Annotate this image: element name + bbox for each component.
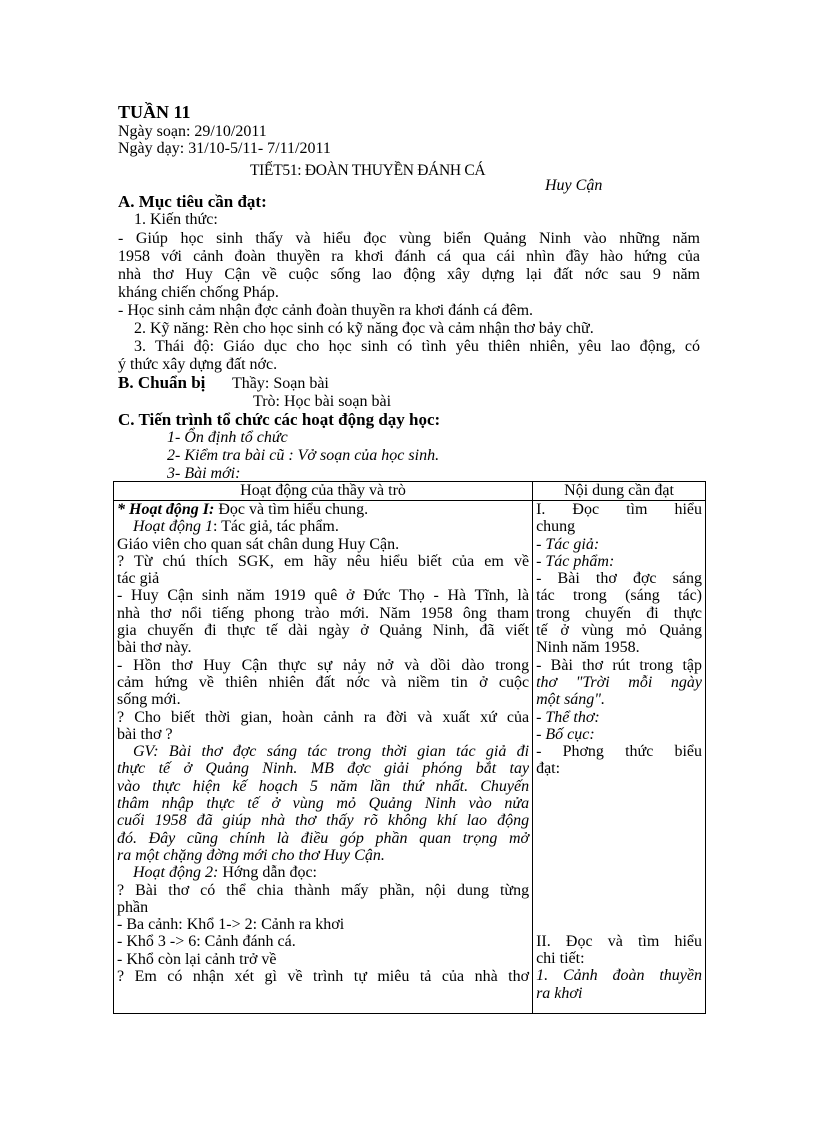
- text-line: phần: [117, 898, 149, 916]
- content-line: II. Đọc và tìm hiểu: [536, 932, 702, 950]
- sub-activity-2: [117, 864, 529, 881]
- attitude-line: ý thức xây dựng đất nớc.: [118, 356, 278, 373]
- gv-note-line: thực tế ở Quảng Ninh. MB đợc giải phóng bắt tay: [117, 760, 530, 778]
- sub-activity-2-text: Hớng dẫn đọc:: [218, 864, 317, 882]
- author-name: Huy Cận: [545, 177, 603, 194]
- text-line: nhà thơ nổi tiếng phong trào mới. Năm 1958 ông tham: [117, 604, 530, 622]
- content-line: đạt:: [536, 760, 561, 778]
- content-line: - Bố cục:: [536, 725, 595, 743]
- knowledge-line: 1958 với cảnh đoàn thuyền ra khơi đánh cá qua cái nhìn đầy hào hứng của: [118, 248, 700, 265]
- section-c-heading: C. Tiến trình tổ chức các hoạt động dạy học:: [118, 410, 441, 429]
- skill-line: 2. Kỹ năng: Rèn cho học sinh có kỹ năng đọc và cảm nhận thơ bảy chữ.: [134, 320, 594, 337]
- sub-activity-1-text: : Tác giả, tác phẩm.: [213, 518, 339, 536]
- section-a-heading: A. Mục tiêu cần đạt:: [118, 192, 267, 211]
- content-line: - Bài thơ đợc sáng: [536, 570, 702, 588]
- content-line: - Tác giả:: [536, 535, 600, 553]
- left-column-header: Hoạt động của thầy và trò: [114, 482, 533, 501]
- teacher-student-activities: [114, 501, 533, 1014]
- activity-1-text: Đọc và tìm hiểu chung.: [214, 501, 369, 518]
- step-item: 2- Kiểm tra bài cũ : Vở soạn của học sinh.: [167, 447, 440, 464]
- table-header-row: [114, 482, 706, 501]
- teacher-prep: Thầy: Soạn bài: [232, 375, 329, 392]
- content-line: I. Đọc tìm hiểu: [536, 501, 702, 518]
- content-line: ra khơi: [536, 984, 583, 1002]
- week-heading: TUẦN 11: [118, 102, 191, 122]
- spacer: [536, 778, 702, 933]
- text-line: bài thơ ?: [117, 725, 173, 743]
- teach-date: Ngày dạy: 31/10-5/11- 7/11/2011: [118, 140, 331, 157]
- text-line: tác giả: [117, 570, 160, 588]
- required-content: [533, 501, 706, 1014]
- knowledge-line: - Giúp học sinh thấy và hiểu đọc vùng biển Quảng Ninh vào những năm: [118, 230, 700, 247]
- text-line: Giáo viên cho quan sát chân dung Huy Cận.: [117, 535, 400, 553]
- lesson-table: [113, 481, 706, 1014]
- text-line: - Huy Cận sinh năm 1919 quê ở Đức Thọ - Hà Tĩnh, là: [117, 587, 530, 605]
- content-line: - Tác phẩm:: [536, 552, 615, 570]
- content-line: chi tiết:: [536, 950, 585, 968]
- content-line: - Thể thơ:: [536, 708, 600, 726]
- text-line: ? Từ chú thích SGK, em hãy nêu hiểu biết của em về: [117, 552, 530, 570]
- attitude-line: 3. Thái độ: Giáo dục cho học sinh có tình yêu thiên nhiên, yêu lao động, có: [134, 338, 700, 355]
- activity-1-heading: [117, 501, 529, 518]
- knowledge-line: kháng chiến chống Pháp.: [118, 284, 279, 301]
- text-line: cảm hứng về thiên nhiên đất nớc và niềm tin ở cuộc: [117, 673, 530, 691]
- content-line: - Phơng thức biểu: [536, 743, 702, 761]
- student-prep: Trò: Học bài soạn bài: [253, 393, 392, 410]
- step-item: 1- Ổn định tổ chức: [167, 429, 288, 446]
- text-line: bài thơ này.: [117, 639, 192, 657]
- text-line: - Khổ 3 -> 6: Cảnh đánh cá.: [117, 933, 296, 951]
- activity-1-label: * Hoạt động I:: [117, 501, 215, 518]
- lesson-title: TIẾT51: ĐOÀN THUYỀN ĐÁNH CÁ: [250, 162, 486, 179]
- text-line: - Hồn thơ Huy Cận thực sự nảy nở và dồi dào trong: [117, 656, 530, 674]
- sub-activity-1: [117, 518, 529, 535]
- gv-note-line: đó. Đây cũng chính là điều góp phần quan trọng mở: [117, 829, 530, 847]
- text-line: - Ba cảnh: Khổ 1-> 2: Cảnh ra khơi: [117, 916, 345, 934]
- content-line: 1. Cảnh đoàn thuyền: [536, 967, 702, 985]
- content-line: trong chuyến đi thực: [536, 604, 702, 622]
- text-line: ? Cho biết thời gian, hoàn cảnh ra đời và xuất xứ của: [117, 708, 530, 726]
- content-line: tác trong (sáng tác): [536, 587, 702, 605]
- sub-activity-2-label: Hoạt động 2:: [133, 864, 219, 882]
- content-line: - Bài thơ rút trong tập: [536, 656, 702, 674]
- feel-line: - Học sinh cảm nhận đợc cảnh đoàn thuyền ra khơi đánh cá đêm.: [118, 302, 534, 319]
- gv-note-line: vào thực hiện kế hoạch 5 năm lần thứ nhất. Chuyến: [117, 777, 530, 795]
- right-column-header: Nội dung cần đạt: [533, 482, 706, 501]
- step-item: 3- Bài mới:: [167, 465, 241, 482]
- content-line: thơ "Trời mỗi ngày: [536, 673, 702, 691]
- text-line: gia chuyến đi thực tế dài ngày ở Quảng Ninh, đã viết: [117, 622, 530, 640]
- prep-date: Ngày soạn: 29/10/2011: [118, 123, 267, 140]
- knowledge-label: 1. Kiến thức:: [134, 211, 218, 228]
- content-line: một sáng".: [536, 691, 606, 709]
- sub-activity-1-label: Hoạt động 1: [133, 518, 213, 536]
- text-line: sống mới.: [117, 691, 181, 709]
- gv-note-line: ra một chặng đờng mới cho thơ Huy Cận.: [117, 846, 385, 864]
- text-line: - Khổ còn lại cảnh trở về: [117, 950, 277, 968]
- section-b-heading: B. Chuẩn bị: [118, 373, 206, 392]
- table-row: [114, 501, 706, 1014]
- text-line: ? Em có nhận xét gì về trình tự miêu tả của nhà thơ: [117, 968, 530, 986]
- content-line: Ninh năm 1958.: [536, 639, 640, 657]
- gv-note-line: cuối 1958 đã giúp nhà thơ thấy rõ không khí lao động: [117, 812, 530, 830]
- content-line: chung: [536, 518, 576, 536]
- content-line: tế ở vùng mỏ Quảng: [536, 622, 702, 640]
- gv-note-line: GV: Bài thơ đợc sáng tác trong thời gian tác giả đi: [133, 743, 530, 761]
- knowledge-line: nhà thơ Huy Cận về cuộc sống lao động xây dựng lại đất nớc sau 9 năm: [118, 266, 700, 283]
- gv-note-line: thâm nhập thực tế ở vùng mỏ Quảng Ninh vào nửa: [117, 795, 530, 813]
- text-line: ? Bài thơ có thể chia thành mấy phần, nội dung từng: [117, 881, 530, 899]
